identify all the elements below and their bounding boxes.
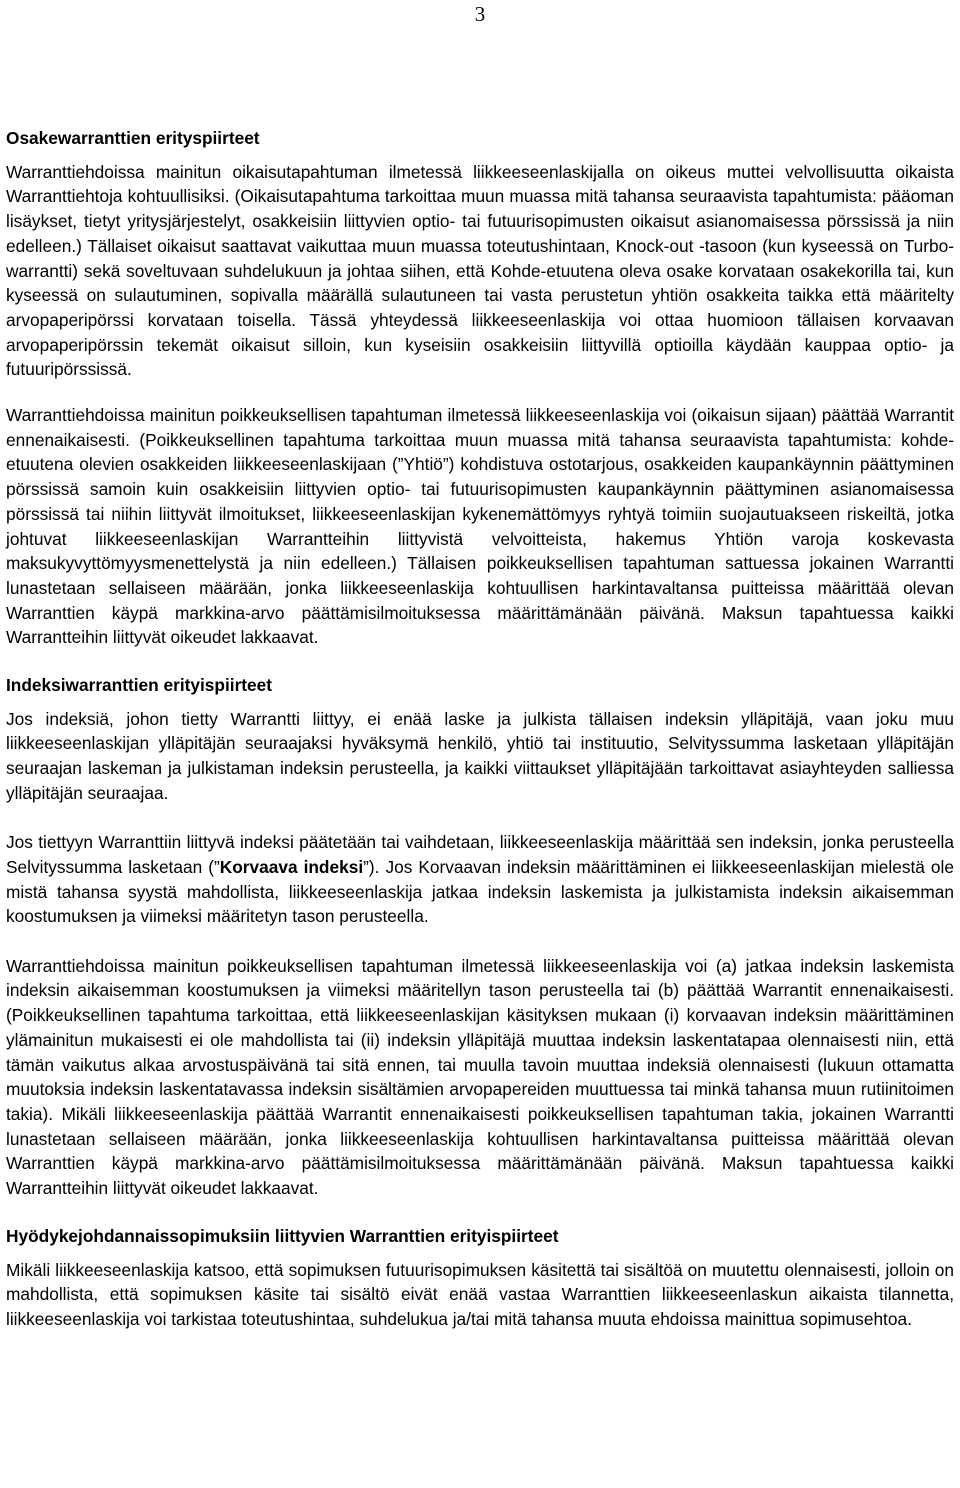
paragraph-index-successor: Jos indeksiä, johon tietty Warrantti liittyy, ei enää laske ja julkista tällaisen indeksin ylläpitäjä, vaan joku muu liikkeeseenlaskijan ylläpitäjän seuraajaksi hyväksymä henkilö, yhtiö tai instituutio, Selvityssumma lasketaan ylläpitäjän seuraajan laskeman ja julkistaman indeksin perusteella, ja kaikki viittaukset ylläpitäjään tarkoittavat asiayhteyden salliessa ylläpitäjän seuraajaa. — [6, 708, 954, 803]
paragraph-index-extraordinary-event: Warranttiehdoissa mainitun poikkeuksellisen tapahtuman ilmetessä liikkeeseenlaskija voi (a) jatkaa indeksin laskemista indeksin aikaisemman koostumuksen ja viimeksi määritellyn tason perusteella tai (b) päättää Warrantit ennenaikaisesti. (Poikkeuksellinen tapahtuma tarkoittaa, että liikkeeseenlaskijan käsityksen mukaan (i) korvaavan indeksin määrittäminen ylämainitun mukaisesti ei ole mahdollista tai (ii) indeksin ylläpitäjä muuttaa indeksin laskentatapaa olennaisesti niin, että tämän vaikutus alkaa arvostuspäivänä tai sitä ennen, tai muulla tavoin muuttaa indeksiä olennaisesti (lukuun ottamatta muutoksia indeksin laskentatavassa indeksin sisältämien arvopapereiden muuttuessa tai minkä tahansa muun rutiinitoimen takia). Mikäli liikkeeseenlaskija päättää Warrantit ennenaikaisesti poikkeuksellisen tapahtuman takia, jokainen Warrantti lunastetaan sellaiseen määrään, jonka liikkeeseenlaskija kohtuullisen harkintavaltansa puitteissa määrittää olevan Warranttien käypä markkina-arvo päättämisilmoituksessa määrittämänään päivänä. Maksun tapahtuessa kaikki Warrantteihin liittyvät oikeudet lakkaavat. — [6, 955, 954, 1199]
page-number: 3 — [474, 2, 486, 26]
replacement-index-term: Korvaava indeksi — [219, 856, 364, 877]
replacement-index-text-before: Jos tiettyyn Warranttiin liittyvä indeksi päätetään tai vaihdetaan, liikkeeseenlaskija määrittää sen indeksin, jonka perusteella Selvityssumma lasketaan (” — [6, 832, 954, 877]
paragraph-replacement-index — [6, 830, 954, 929]
section-heading-share-warrants: Osakewarranttien erityspiirteet — [6, 128, 260, 148]
section-heading-commodity-warrants: Hyödykejohdannaissopimuksiin liittyvien Warranttien erityispiirteet — [6, 1225, 559, 1246]
section-heading-index-warrants: Indeksiwarranttien erityispiirteet — [6, 675, 273, 696]
paragraph-commodity-futures: Mikäli liikkeeseenlaskija katsoo, että sopimuksen futuurisopimuksen käsitettä tai sisältöä on muutettu olennaisesti, jolloin on mahdollista, että sopimuksen käsite tai sisältö eivät enää vastaa Warranttien liikkeeseenlaskun aikaista tilannetta, liikkeeseenlaskija voi tarkistaa toteutushintaa, suhdelukua ja/tai mitä tahansa muuta ehdoissa mainittua sopimusehtoa. — [6, 1259, 954, 1329]
paragraph-adjustment-event: Warranttiehdoissa mainitun oikaisutapahtuman ilmetessä liikkeeseenlaskijalla on oikeus muttei velvollisuutta oikaista Warranttiehtoja kohtuullisiksi. (Oikaisutapahtuma tarkoittaa muun muassa mitä tahansa seuraavista tapahtumista: pääoman lisäykset, tietyt yritysjärjestelyt, osakkeisiin liittyvien optio- tai futuurisopimusten oikaisut asianomaisessa pörssissä ja niin edelleen.) Tällaiset oikaisut saattavat vaikuttaa muun muassa toteutushintaan, Knock-out -tasoon (kun kyseessä on Turbo-warrantti) sekä soveltuvaan suhdelukuun ja johtaa siihen, että Kohde-etuutena oleva osake korvataan osakekorilla tai, kun kyseessä on sulautuminen, sopivalla määrällä sulautuneen tai vasta perustetun yhtiön osakkeita taikka että määritelty arvopaperipörssi korvataan toisella. Tässä yhteydessä liikkeeseenlaskija voi ottaa huomioon tällaisen korvaavan arvopaperipörssin tekemät oikaisut silloin, kun kyseisiin osakkeisiin liittyvillä optioilla käydään kauppaa optio- ja futuuripörssissä. — [6, 161, 954, 380]
document-body — [6, 126, 954, 1332]
paragraph-extraordinary-event: Warranttiehdoissa mainitun poikkeuksellisen tapahtuman ilmetessä liikkeeseenlaskija voi (oikaisun sijaan) päättää Warrantit ennenaikaisesti. (Poikkeuksellinen tapahtuma tarkoittaa muun muassa mitä tahansa seuraavista tapahtumista: kohde-etuutena olevien osakkeiden liikkeeseenlaskijaan (”Yhtiö”) kohdistuva ostotarjous, osakkeiden kaupankäynnin päättyminen pörssissä samoin kuin osakkeisiin liittyvien optio- tai futuurisopimusten kaupankäynnin päättyminen asianomaisessa pörssissä tai niihin liittyvät ilmoitukset, liikkeeseenlaskijan kykenemättömyys ryhtyä toimiin suojautuakseen riskeiltä, jotka johtuvat liikkeeseenlaskijan Warrantteihin liittyvistä velvoitteista, hakemus Yhtiön varoja koskevasta maksukyvyttömyysmenettelystä ja niin edelleen.) Tällaisen poikkeuksellisen tapahtuman sattuessa jokainen Warrantti lunastetaan sellaiseen määrään, jonka liikkeeseenlaskija kohtuullisen harkintavaltansa puitteissa määrittää olevan Warranttien käypä markkina-arvo päättämisilmoituksessa määrittämänään päivänä. Maksun tapahtuessa kaikki Warrantteihin liittyvät oikeudet lakkaavat. — [6, 405, 954, 648]
replacement-index-text-after: ”). Jos Korvaavan indeksin määrittäminen ei liikkeeseenlaskijan mielestä ole mistä tahansa syystä mahdollista, liikkeeseenlaskija jatkaa indeksin laskemista ja julkistamista indeksin aikaisemman koostumuksen ja viimeksi määritetyn tason perusteella. — [6, 856, 954, 927]
